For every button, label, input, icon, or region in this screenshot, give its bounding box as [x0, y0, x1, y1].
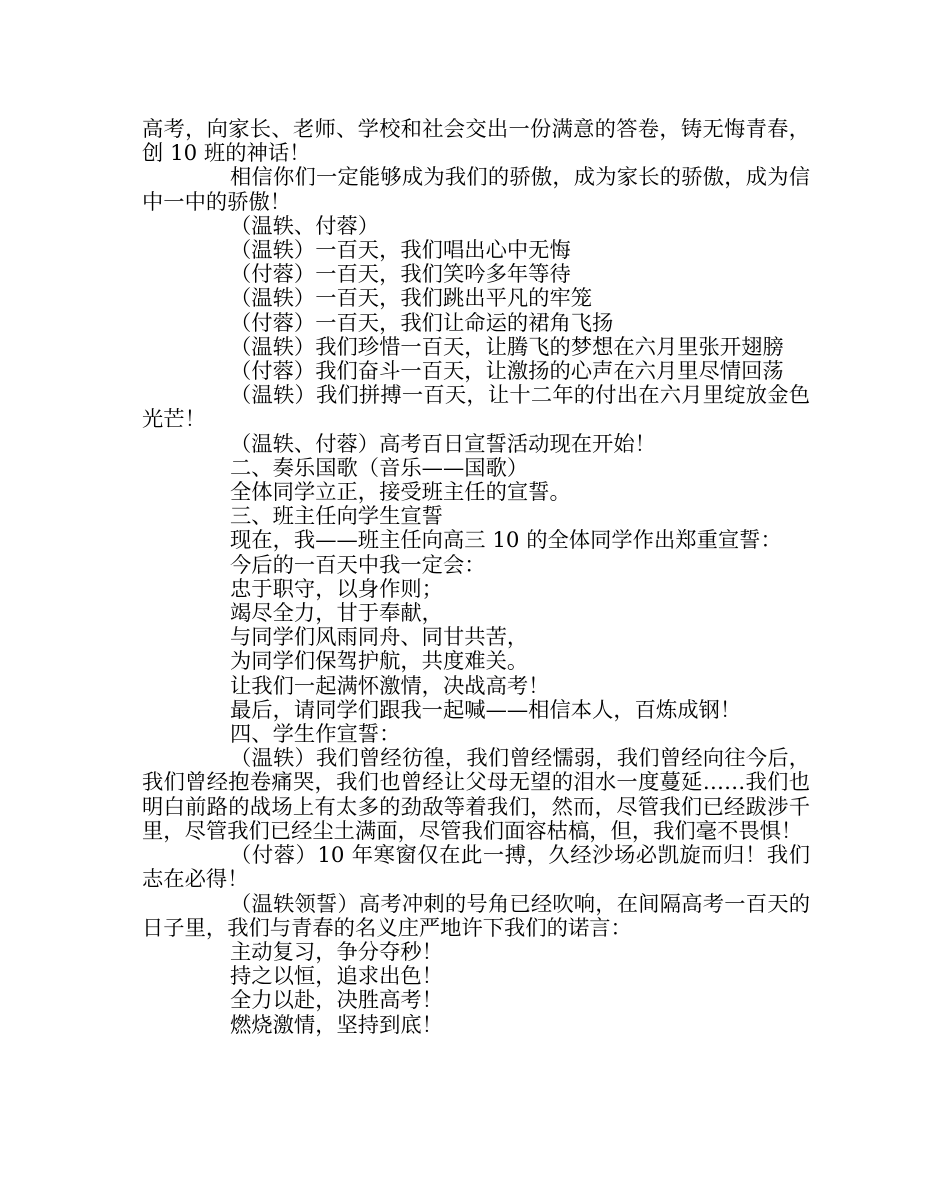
- paragraph: （付蓉）一百天，我们笑吟多年等待: [230, 262, 571, 288]
- paragraph: 四、学生作宣誓：: [230, 722, 401, 748]
- paragraph: 高考，向家长、老师、学校和社会交出一份满意的答卷，铸无悔青春，创 10 班的神话！: [142, 117, 810, 167]
- paragraph: 为同学们保驾护航，共度难关。: [230, 649, 529, 675]
- paragraph: 全力以赴，决胜高考！: [230, 988, 443, 1014]
- paragraph: 二、奏乐国歌（音乐——国歌）: [230, 455, 529, 481]
- paragraph: 现在，我——班主任向高三 10 的全体同学作出郑重宣誓：: [230, 528, 782, 554]
- paragraph: （温轶）我们珍惜一百天，让腾飞的梦想在六月里张开翅膀: [230, 334, 784, 360]
- paragraph: （温轶）我们曾经彷徨，我们曾经懦弱，我们曾经向往今后，我们曾经抱卷痛哭，我们也曾经让父母无望的泪水一度蔓延……我们也明白前路的战场上有太多的劲敌等着我们，然而，尽管我们已经跋涉千里，尽管我们已经尘土满面，尽管我们面容枯槁，但，我们毫不畏惧！: [142, 746, 810, 844]
- paragraph: （温轶）一百天，我们唱出心中无悔: [230, 238, 571, 264]
- document-body: [142, 118, 810, 1038]
- paragraph: （温轶）我们拼搏一百天，让十二年的付出在六月里绽放金色光芒！: [142, 383, 810, 433]
- paragraph: 持之以恒，追求出色！: [230, 964, 443, 990]
- paragraph: 忠于职守，以身作则；: [230, 576, 443, 602]
- paragraph: 竭尽全力，甘于奉献，: [230, 601, 443, 627]
- paragraph: （付蓉）我们奋斗一百天，让激扬的心声在六月里尽情回荡: [230, 359, 784, 385]
- paragraph: 让我们一起满怀激情，决战高考！: [230, 673, 550, 699]
- paragraph: 全体同学立正，接受班主任的宣誓。: [230, 480, 571, 506]
- paragraph: （温轶领誓）高考冲刺的号角已经吹响，在间隔高考一百天的日子里，我们与青春的名义庄严地许下我们的诺言：: [142, 891, 810, 941]
- paragraph: （付蓉）一百天，我们让命运的裙角飞扬: [230, 310, 614, 336]
- paragraph: （温轶、付蓉）高考百日宣誓活动现在开始！: [230, 431, 656, 457]
- paragraph: 三、班主任向学生宣誓: [230, 504, 443, 530]
- paragraph: 今后的一百天中我一定会：: [230, 552, 486, 578]
- paragraph: （温轶）一百天，我们跳出平凡的牢笼: [230, 286, 593, 312]
- paragraph: 与同学们风雨同舟、同甘共苦，: [230, 625, 529, 651]
- paragraph: （温轶、付蓉）: [230, 213, 380, 239]
- paragraph: （付蓉）10 年寒窗仅在此一搏，久经沙场必凯旋而归！我们志在必得！: [142, 843, 810, 893]
- paragraph: 燃烧激情，坚持到底！: [230, 1012, 443, 1038]
- paragraph: 最后，请同学们跟我一起喊——相信本人，百炼成钢！: [230, 697, 742, 723]
- paragraph: 主动复习，争分夺秒！: [230, 939, 443, 965]
- paragraph: 相信你们一定能够成为我们的骄傲，成为家长的骄傲，成为信中一中的骄傲！: [142, 165, 810, 215]
